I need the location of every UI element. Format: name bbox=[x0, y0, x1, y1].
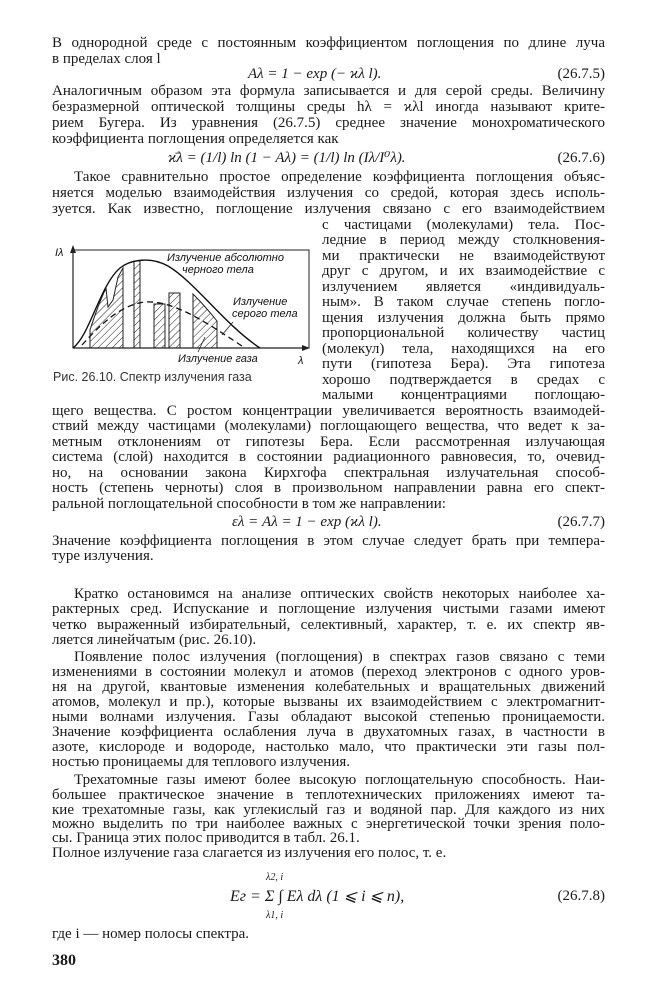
text-line: Появление полос излучения (поглощения) в спектрах газов связано с теми bbox=[74, 649, 605, 665]
text-line: большее практическое значение в теплотехнических приложениях имеют та- bbox=[52, 787, 605, 803]
text-line: изменениями в состоянии молекул и атомов (переход электронов с одного уров- bbox=[52, 664, 605, 680]
text-line: но, на основании закона Кирхгофа спектральная излучательная способ- bbox=[52, 465, 605, 481]
text-line: зуется. Как известно, поглощение излучения связано с его взаимодействием bbox=[52, 201, 605, 217]
equation-number: (26.7.8) bbox=[557, 888, 605, 904]
text-line: Значение коэффициента ослабления луча в двухатомных газах, в частности в bbox=[52, 724, 605, 740]
page-number: 380 bbox=[52, 952, 76, 969]
text-line: рием Бугера. Из уравнения (26.7.5) среднее значение монохроматического bbox=[52, 115, 605, 131]
text-line: няется моделью взаимодействия излучения со средой, которая здесь исполь- bbox=[52, 185, 605, 201]
text-line: ляется линейчатым (рис. 26.10). bbox=[52, 632, 257, 648]
text-line: где i — номер полосы спектра. bbox=[52, 926, 250, 942]
text-line: можно выделить по три наиболее важных с энергетической точки зрения поло- bbox=[52, 816, 605, 832]
equation-number: (26.7.7) bbox=[557, 514, 605, 530]
text-line: сы. Граница этих полос приводится в табл. 26.1. bbox=[52, 830, 360, 846]
text-line: Полное излучение газа слагается из излучения его полос, т. е. bbox=[52, 845, 447, 861]
text-line: пути (гипотеза Бера). Эта гипотеза bbox=[322, 356, 605, 372]
text-line: ным». В таком случае степень погло- bbox=[322, 294, 605, 310]
text-line: Аналогичным образом эта формула записывается и для серой среды. Величину bbox=[52, 83, 605, 99]
figure-caption: Рис. 26.10. Спектр излучения газа bbox=[53, 370, 252, 384]
text-line: ствий между частицами (молекулами) поглощающего вещества, что ведет к за- bbox=[52, 418, 605, 434]
equation-number: (26.7.6) bbox=[557, 150, 605, 166]
text-line: Трехатомные газы имеют более высокую поглощательную способность. Наи- bbox=[74, 772, 605, 788]
text-line: атомов, молекул и пр.), которые вызваны их взаимодействием с электромагнит- bbox=[52, 694, 605, 710]
text-line: безразмерной оптической толщины среды hλ = ϰλl иногда называют крите- bbox=[52, 99, 605, 115]
text-line: рактерных сред. Испускание и поглощение излучения чистыми газами имеют bbox=[52, 601, 605, 617]
blackbody-label: черного тела bbox=[182, 264, 254, 276]
text-line: пропорциональной количеству частиц bbox=[322, 325, 605, 341]
integral-lower-limit: λ1, i bbox=[266, 910, 284, 921]
text-line: туре излучения. bbox=[52, 548, 154, 564]
gas-band bbox=[90, 268, 123, 348]
gas-band bbox=[193, 294, 217, 348]
equation-26-7-8: Eг = Σ ∫ Eλ dλ (1 ⩽ i ⩽ n), bbox=[230, 888, 405, 905]
integral-upper-limit: λ2, i bbox=[266, 872, 284, 883]
text-line: щения излучения должна быть прямо bbox=[322, 310, 605, 326]
text-line: ледние в период между столкновения- bbox=[322, 232, 605, 248]
equation-26-7-6: ϰ̄λ = (1/l) ln (1 − Aλ) = (1/l) ln (Iλ/I⁰λ). bbox=[168, 150, 406, 166]
text-line: Кратко остановимся на анализе оптических свойств некоторых наиболее ха- bbox=[74, 586, 605, 602]
gas-label: Излучение газа bbox=[178, 353, 258, 365]
text-line: Значение коэффициента поглощения в этом случае следует брать при темпера- bbox=[52, 533, 605, 549]
equation-number: (26.7.5) bbox=[557, 66, 605, 82]
gas-band bbox=[169, 293, 180, 348]
text-line: с частицами (молекулами) тела. Пос- bbox=[322, 217, 605, 233]
gas-band bbox=[134, 261, 140, 348]
text-line: ность (степень черноты) слоя в произвольном направлении равна его спект- bbox=[52, 480, 605, 496]
graybody-label: серого тела bbox=[232, 308, 298, 320]
spectrum-figure bbox=[0, 0, 648, 400]
text-line: азоте, кислороде и водороде, настолько мало, что практически эти газы пол- bbox=[52, 739, 605, 755]
text-line: система (слой) находится в состоянии радиационного равновесия, то, очевид- bbox=[52, 449, 605, 465]
text-line: друг с другом, и их взаимодействие с bbox=[322, 263, 605, 279]
blackbody-label: Излучение абсолютно bbox=[167, 252, 284, 264]
text-line: Такое сравнительно простое определение коэффициента поглощения объяс- bbox=[74, 169, 605, 185]
equation-26-7-5: Aλ = 1 − exp (− ϰλ l). bbox=[248, 66, 382, 82]
text-line: ностью проницаемы для теплового излучения. bbox=[52, 754, 351, 770]
text-line: щего вещества. С ростом концентрации увеличивается вероятность взаимодей- bbox=[52, 403, 605, 419]
text-line: кие трехатомные газы, как углекислый газ и водяной пар. Для каждого из них bbox=[52, 802, 605, 818]
x-axis-label: λ bbox=[298, 355, 304, 367]
text-line: коэффициента поглощения определяется как bbox=[52, 131, 339, 147]
y-axis-label: Iλ bbox=[55, 247, 64, 259]
text-line: ральной поглощательной способности в том же направлении: bbox=[52, 496, 446, 512]
gas-band bbox=[154, 304, 165, 348]
text-line: ня на другой, квантовые изменения колебательных и вращательных движений bbox=[52, 679, 605, 695]
y-axis-arrow-icon bbox=[70, 245, 76, 253]
text-line: малыми концентрациями поглощаю- bbox=[322, 387, 605, 403]
graybody-label-leader bbox=[222, 322, 233, 335]
text-line: хорошо подтверждается в средах с bbox=[322, 372, 605, 388]
text-line: в пределах слоя l bbox=[52, 51, 161, 67]
text-line: ми практически не взаимодействуют bbox=[322, 248, 605, 264]
text-line: (молекул) тела, находящихся на его bbox=[322, 341, 605, 357]
text-line: четко выраженный избирательный, селективный, характер, т. е. их спектр яв- bbox=[52, 617, 605, 633]
equation-26-7-7: ελ = Aλ = 1 − exp (ϰλ l). bbox=[232, 514, 382, 530]
text-line: В однородной среде с постоянным коэффициентом поглощения по длине луча bbox=[52, 35, 605, 51]
graybody-label: Излучение bbox=[233, 296, 288, 308]
text-line: излучением является «индивидуаль- bbox=[322, 279, 605, 295]
text-line: ными волнами излучения. Газы обладают высокой степенью проницаемости. bbox=[52, 709, 605, 725]
text-line: метным отклонениям от гипотезы Бера. Если рассмотренная излучающая bbox=[52, 434, 605, 450]
